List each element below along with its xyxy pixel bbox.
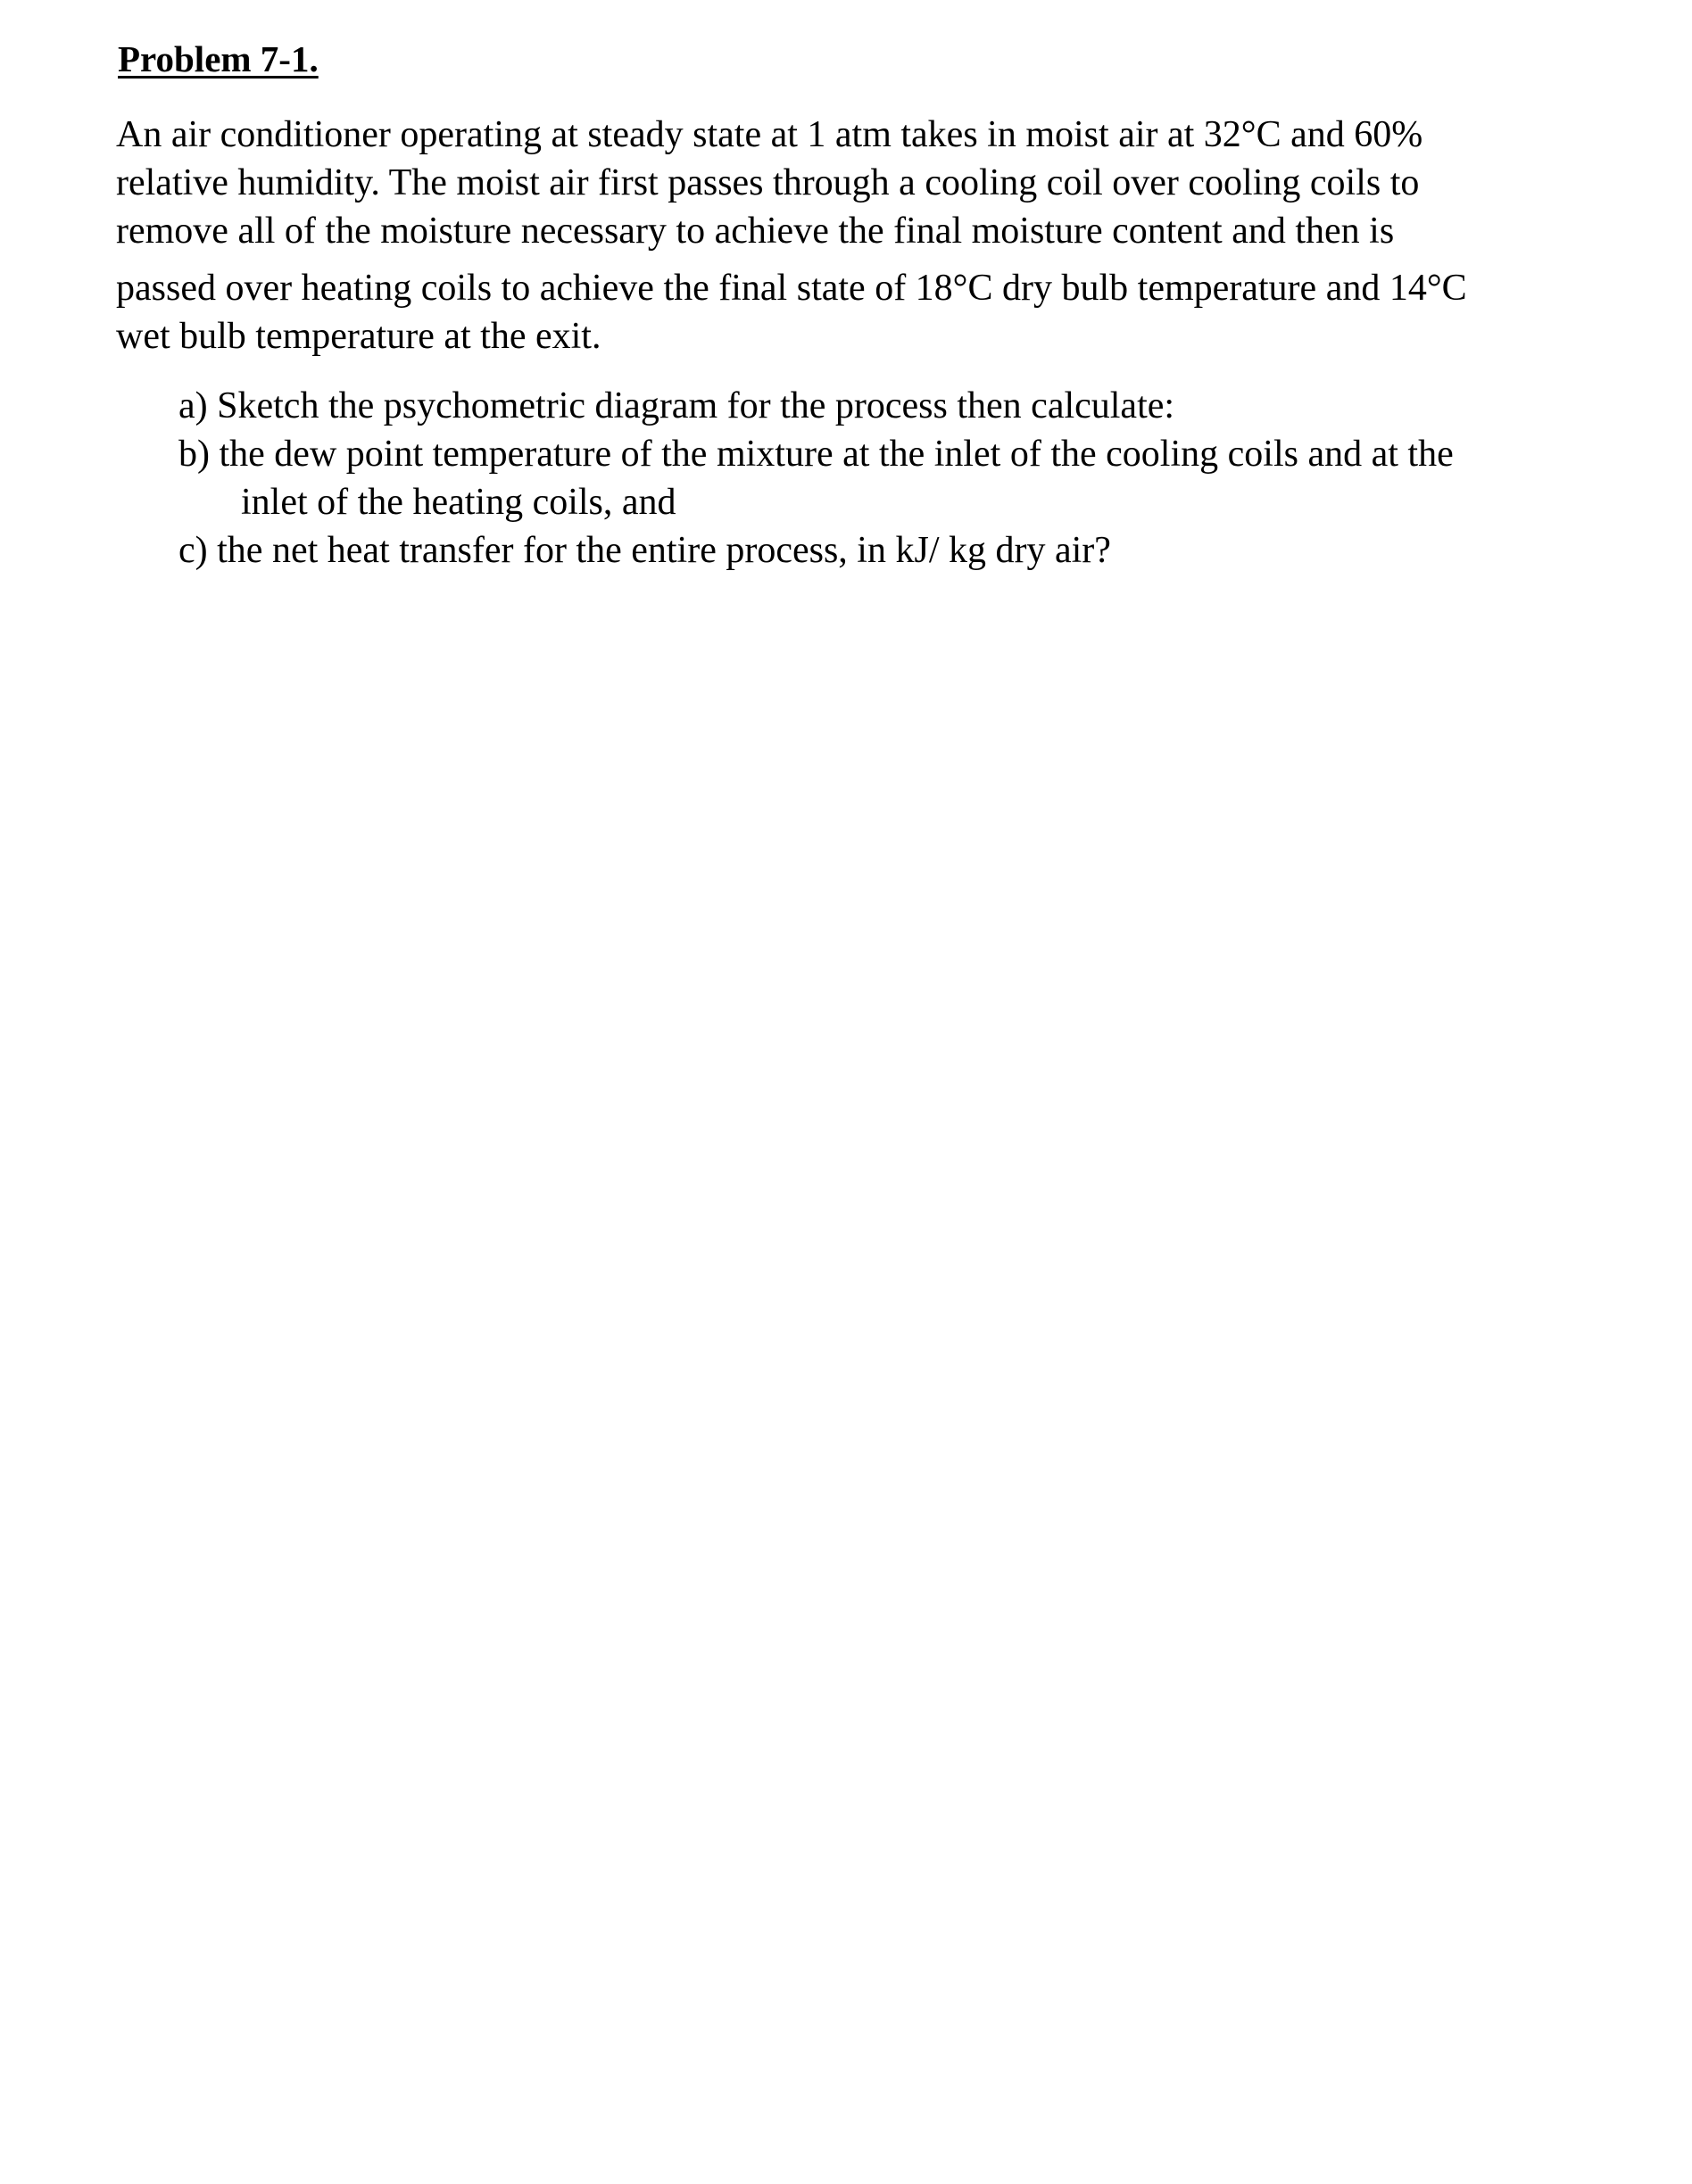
question-line: a) Sketch the psychometric diagram for the process then calculate: xyxy=(178,385,1175,426)
statement-line: relative humidity. The moist air first passes through a cooling coil over cooling coils to xyxy=(116,162,1420,203)
question-line: b) the dew point temperature of the mixture at the inlet of the cooling coils and at the xyxy=(178,434,1454,475)
question-item-b xyxy=(178,430,1642,526)
statement-line: An air conditioner operating at steady state at 1 atm takes in moist air at 32°C and 60% xyxy=(116,114,1423,155)
question-line: inlet of the heating coils, and xyxy=(241,482,676,523)
statement-line: passed over heating coils to achieve the final state of 18°C dry bulb temperature and 14°C xyxy=(116,268,1467,309)
question-item-c xyxy=(178,526,1642,575)
problem-title: Problem 7-1. xyxy=(118,38,319,79)
question-list xyxy=(178,382,1642,575)
problem-statement xyxy=(116,111,1633,360)
statement-line: remove all of the moisture necessary to achieve the final moisture content and then is xyxy=(116,211,1395,252)
question-line: c) the net heat transfer for the entire process, in kJ/ kg dry air? xyxy=(178,530,1111,571)
statement-line: wet bulb temperature at the exit. xyxy=(116,316,601,357)
question-item-a xyxy=(178,382,1642,430)
